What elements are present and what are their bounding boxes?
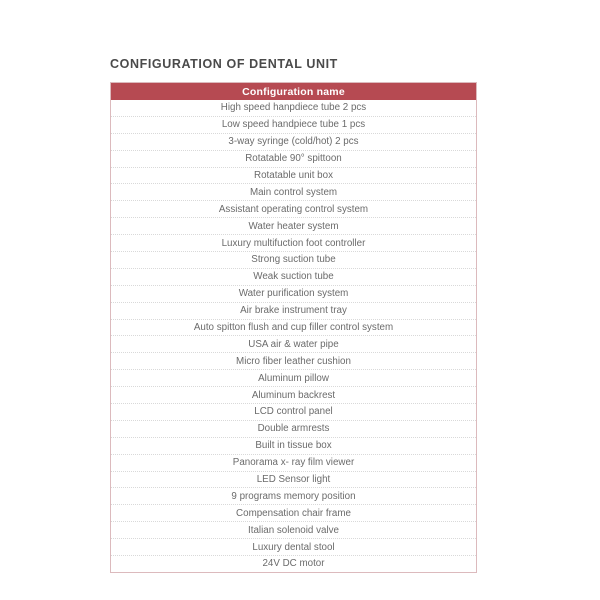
table-row: Air brake instrument tray	[111, 303, 476, 320]
table-row: Rotatable unit box	[111, 168, 476, 185]
table-row: Italian solenoid valve	[111, 522, 476, 539]
table-row: Auto spitton flush and cup filler control system	[111, 320, 476, 337]
table-row: Water heater system	[111, 218, 476, 235]
table-row: Aluminum backrest	[111, 387, 476, 404]
table-row: Water purification system	[111, 286, 476, 303]
table-row: Panorama x- ray film viewer	[111, 455, 476, 472]
table-row: Luxury dental stool	[111, 539, 476, 556]
table-row: 3-way syringe (cold/hot) 2 pcs	[111, 134, 476, 151]
table-row: LCD control panel	[111, 404, 476, 421]
table-row: Strong suction tube	[111, 252, 476, 269]
table-row: High speed hanpdiece tube 2 pcs	[111, 100, 476, 117]
configuration-table	[110, 82, 477, 573]
config-table-body	[111, 100, 476, 572]
table-row: Luxury multifuction foot controller	[111, 235, 476, 252]
table-row: USA air & water pipe	[111, 336, 476, 353]
table-row: Aluminum pillow	[111, 370, 476, 387]
table-row: Compensation chair frame	[111, 505, 476, 522]
table-row: Micro fiber leather cushion	[111, 353, 476, 370]
table-header: Configuration name	[111, 83, 476, 100]
table-row: Assistant operating control system	[111, 201, 476, 218]
table-row: Rotatable 90° spittoon	[111, 151, 476, 168]
page-title: CONFIGURATION OF DENTAL UNIT	[110, 57, 338, 71]
table-row: Double armrests	[111, 421, 476, 438]
table-row: LED Sensor light	[111, 472, 476, 489]
table-row: 24V DC motor	[262, 558, 325, 570]
table-row: Main control system	[111, 184, 476, 201]
table-row: Low speed handpiece tube 1 pcs	[111, 117, 476, 134]
table-row: Built in tissue box	[111, 438, 476, 455]
table-row: 9 programs memory position	[111, 488, 476, 505]
table-row: Weak suction tube	[111, 269, 476, 286]
